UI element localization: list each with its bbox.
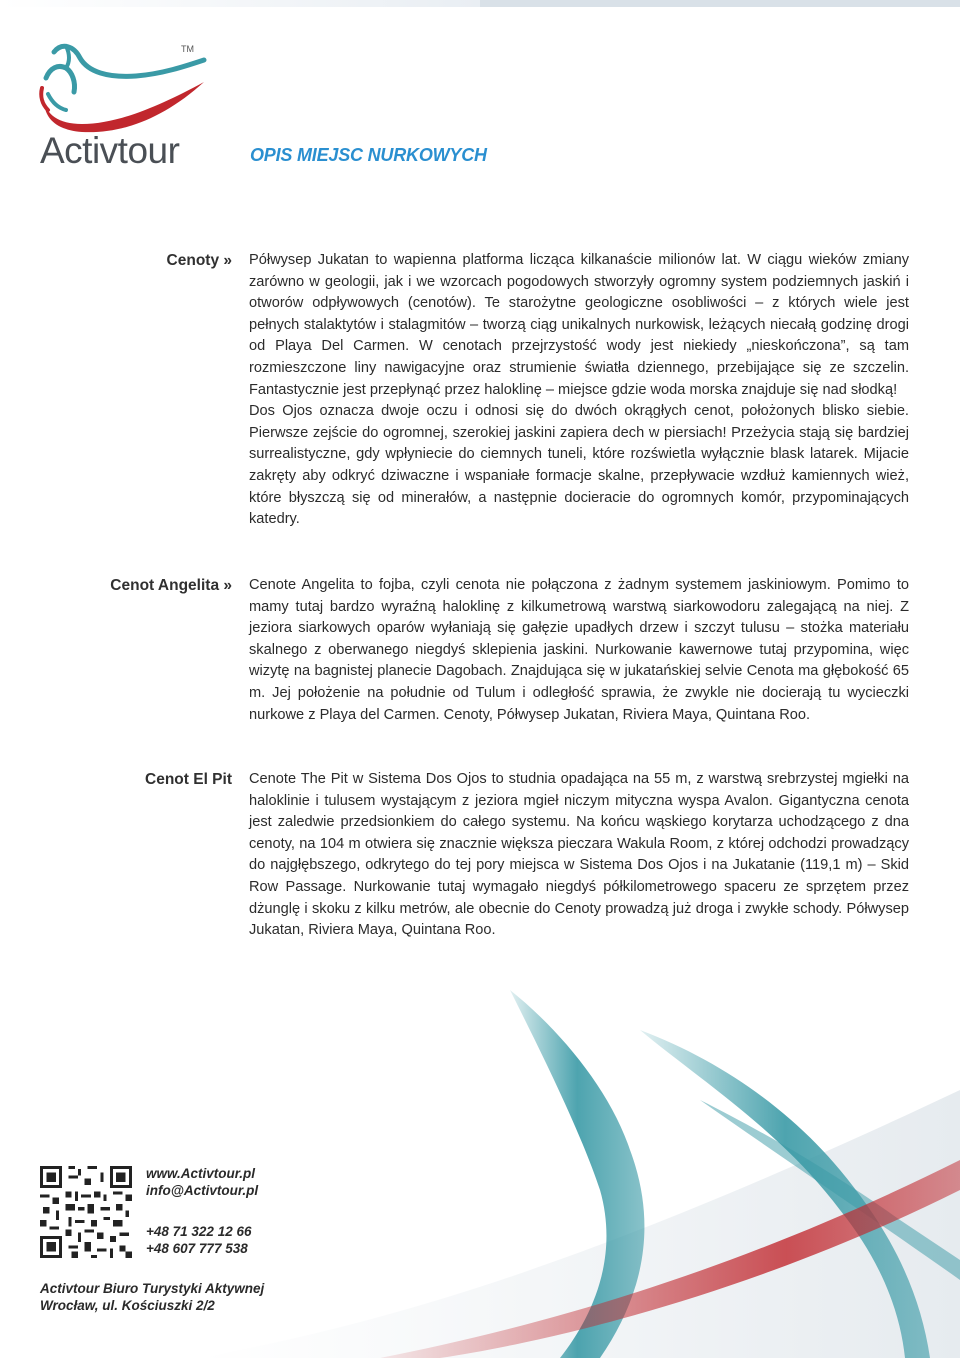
footer xyxy=(40,1166,440,1316)
paragraph: Cenote The Pit w Sistema Dos Ojos to studnia opadająca na 55 m, z warstwą srebrzystej mgiełki na haloklinie i tulusem wystającym z jeziora mgieł niczym mityczna wyspa Avalon. Gigantyczna cenota jest zaledwie przedsionkiem do całego systemu. Na końcu wąskiego korytarza uchodzącego z dna cenoty, na 104 m otwiera się znacznie większa pieczara Wakula Room, z której odchodzi prowadzący do najgłębszego, odkrytego do tej pory miejsca w Sistema Dos Ojos i na Jukatanie (119,1 m) – Skid Row Passage. Nurkowanie tutaj wymagało niegdyś półkilometrowego spaceru ze sprzętem przez dżunglę i skoku z kilku metrów, ale obecnie do Cenoty prowadzą już droga i zwykłe schody. Półwysep Jukatan, Riviera Maya, Quintana Roo. xyxy=(249,771,909,939)
contact-info xyxy=(146,1166,258,1199)
phone-1[interactable]: +48 71 322 12 66 xyxy=(146,1224,252,1239)
email-link[interactable]: info@Activtour.pl xyxy=(146,1182,259,1198)
company-name: Activtour Biuro Turystyki Aktywnej xyxy=(40,1281,265,1296)
activtour-logo[interactable] xyxy=(36,38,216,170)
top-decor-bar xyxy=(0,0,960,7)
section-label: Cenot El Pit xyxy=(145,771,232,788)
section-body xyxy=(249,769,909,942)
section-body xyxy=(249,575,909,726)
paragraph: Cenote Angelita to fojba, czyli cenota nie połączona z żadnym systemem jaskiniowym. Pomimo to mamy tutaj bardzo wyraźną haloklinę z kilkumetrową warstwą siarkowodoru zalegającą na niej. Z jeziora siarkowych oparów wyłaniają się gałęzie upadłych drzew i szczyt tulusu – stożka materiału skalnego z oberwanego niegdyś sklepienia jaskini. Nurkowanie kawernowe tutaj przypomina, więc wizytę na bagnistej planecie Dagobach. Znajdująca się w jukatańskiej selvie Cenota ma głębokość 65 m. Jej położenie na południe od Tulum i odległość sprawia, że zwykle nie docierają tu wycieczki nurkowe z Playa del Carmen. Cenoty, Półwysep Jukatan, Riviera Maya, Quintana Roo. xyxy=(249,577,909,723)
company-info xyxy=(40,1280,264,1314)
paragraph: Półwysep Jukatan to wapienna platforma licząca kilkanaście milionów lat. W ciągu wieków zmiany zarówno w geologii, jak i we wzorcach pogodowych stworzyły ogromny system podziemnych jaskiń i otworów odpływowych (cenotów). Te starożytne geologiczne osobliwości – z których wiele jest pełnych stalaktytów i stalagmitów – tworzą ciąg unikalnych nurkowisk, leżących niecałą godzinę drogi od Playa Del Carmen. W cenotach przejrzystość wody jest niekiedy „nieskończona”, są tam rozmieszczone liny nawigacyjne oraz strumienie światła dziennego, przebijające się ze szczelin. Fantastycznie jest przepłynąć przez haloklinę – miejsce gdzie woda morska znajduje się nad słodką! xyxy=(249,252,909,398)
company-address: Wrocław, ul. Kościuszki 2/2 xyxy=(40,1298,215,1313)
section-label: Cenot Angelita » xyxy=(110,577,232,594)
phone-2[interactable]: +48 607 777 538 xyxy=(146,1240,248,1256)
trademark-mark: TM xyxy=(181,44,194,54)
paragraph: Dos Ojos oznacza dwoje oczu i odnosi się do dwóch okrągłych cenot, położonych blisko siebie. Pierwsze zejście do ogromnej, szerokiej jaskini zapiera dech w piersiach! Przeżycia stają się bardziej surrealistyczne, gdy wpłyniecie do ciemnych tuneli, które rozświetla wyłącznie blask latarek. Mijacie zakręty aby odkryć dziwaczne i wspaniałe formacje skalne, przepływacie wzdłuż kamiennych wież, które błyszczą się od minerałów, a następnie docieracie do ogromnych komór, przypominających katedry. xyxy=(249,403,909,528)
page-title: OPIS MIEJSC NURKOWYCH xyxy=(250,145,487,165)
section-body xyxy=(249,250,909,531)
qr-code-icon[interactable] xyxy=(40,1166,132,1258)
phone-numbers xyxy=(146,1224,251,1257)
website-link[interactable]: www.Activtour.pl xyxy=(146,1166,256,1181)
logo-wordmark: Activtour xyxy=(40,130,180,171)
section-label: Cenoty » xyxy=(166,252,232,269)
